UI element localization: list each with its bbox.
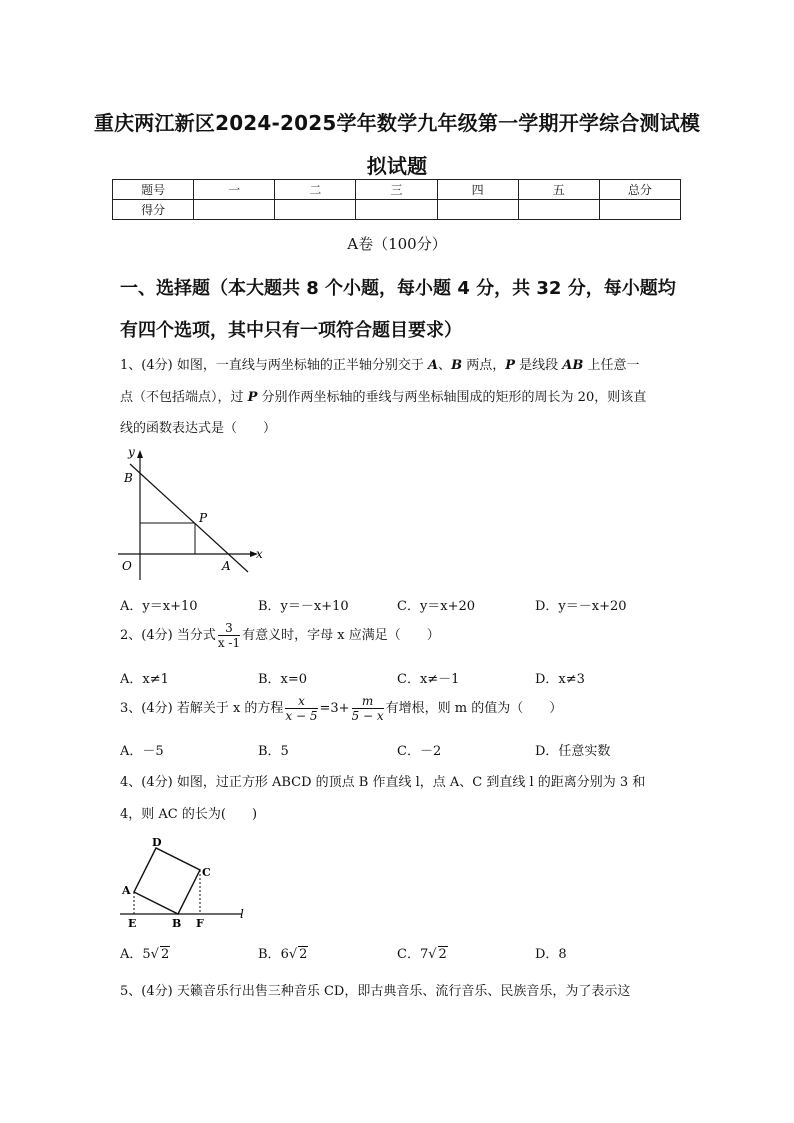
q1-text: 两点， (462, 358, 506, 373)
score-table-cell: 题号 (113, 180, 194, 200)
q1-var: P (505, 358, 515, 373)
q5-line1: 5、(4分) 天籁音乐行出售三种音乐 CD，即古典音乐、流行音乐、民族音乐，为了表示这 (120, 984, 631, 999)
q4-option-c[interactable]: C．7√ 2 (397, 947, 447, 962)
q1-var: AB (562, 358, 584, 373)
q4-radicand: 2 (160, 947, 170, 962)
score-table-header-row (113, 180, 681, 200)
score-table-score-row (113, 200, 681, 220)
q2-numerator: 3 (218, 621, 240, 636)
part1-heading-line2: 有四个选项，其中只有一项符合题目要求） (120, 320, 462, 341)
q3-f2-numerator: m (352, 694, 384, 709)
q1-option-d[interactable]: D．y＝－x+20 (535, 599, 627, 614)
q4-option-coef: 6 (280, 947, 289, 962)
q1-var: B (451, 358, 463, 373)
q3-fraction-2 (352, 694, 384, 723)
q1-var: A (427, 358, 439, 373)
q1-text: 、 (438, 358, 452, 373)
line-ab (130, 464, 248, 572)
score-input-cell (518, 200, 599, 220)
q2-stem (120, 621, 440, 650)
q1-figure (112, 444, 272, 580)
q2-option-b[interactable]: B．x=0 (258, 672, 308, 687)
q3-option-c[interactable]: C．－2 (397, 744, 442, 759)
score-table-cell: 三 (356, 180, 437, 200)
q3-text: 3、(4分) 若解关于 x 的方程 (120, 701, 284, 716)
label-y: y (128, 445, 135, 459)
q3-option-a[interactable]: A．－5 (120, 744, 164, 759)
q1-text: 分别作两坐标轴的垂线与两坐标轴围成的矩形的周长为 20，则该直 (257, 390, 647, 405)
q4-line1: 4、(4分) 如图，过正方形 ABCD 的顶点 B 作直线 l，点 A、C 到直线 l 的距离分别为 3 和 (120, 775, 646, 790)
q3-option-b[interactable]: B．5 (258, 744, 289, 759)
q4-option-label: A． (120, 947, 143, 962)
square-abcd (134, 848, 200, 914)
q3-f2-denominator: 5 − x (351, 709, 384, 723)
exam-title-line2: 拟试题 (366, 154, 428, 178)
q4-radicand: 2 (438, 947, 447, 962)
q4-option-label: B． (258, 947, 281, 962)
q4-radicand: 2 (299, 947, 308, 962)
q2-text: 2、(4分) 当分式 (120, 628, 216, 643)
label-e: E (128, 917, 137, 930)
q3-f1-numerator: x (285, 694, 317, 709)
label-c: C (202, 866, 211, 879)
score-table-row-label: 得分 (113, 200, 194, 220)
q4-option-b[interactable]: B．6√ 2 (258, 947, 308, 962)
q4-option-coef: 5 (142, 947, 151, 962)
q4-line2: 4，则 AC 的长为( ) (120, 807, 258, 822)
section-a-heading: A卷（100分） (347, 235, 447, 253)
score-table (112, 179, 681, 220)
y-axis-arrow (137, 450, 143, 458)
part1-heading-line1: 一、选择题（本大题共 8 个小题，每小题 4 分，共 32 分，每小题均 (120, 278, 676, 299)
label-x: x (256, 547, 263, 561)
q4-option-label: C． (397, 947, 420, 962)
score-input-cell (194, 200, 275, 220)
q3-text: =3+ (319, 701, 350, 716)
q3-stem (120, 694, 562, 723)
score-input-cell (599, 200, 680, 220)
q1-text: 是线段 (514, 358, 563, 373)
q1-option-a[interactable]: A．y＝x+10 (120, 599, 198, 614)
score-table-cell: 一 (194, 180, 275, 200)
score-table-cell: 总分 (599, 180, 680, 200)
label-b: B (124, 471, 133, 485)
q3-text: 有增根，则 m 的值为（ ） (385, 701, 563, 716)
q4-figure (116, 832, 256, 932)
score-input-cell (437, 200, 518, 220)
label-a: A (222, 559, 231, 573)
exam-title-line1: 重庆两江新区2024-2025学年数学九年级第一学期开学综合测试模 (93, 111, 701, 135)
label-p: P (199, 511, 208, 525)
label-l: l (240, 907, 244, 921)
q1-option-c[interactable]: C．y＝x+20 (397, 599, 476, 614)
score-table-cell: 四 (437, 180, 518, 200)
score-table-cell: 五 (518, 180, 599, 200)
q1-var: P (247, 390, 258, 405)
label-d: D (152, 836, 162, 849)
label-a: A (122, 884, 131, 897)
score-input-cell (356, 200, 437, 220)
q4-option-d[interactable]: D．8 (535, 947, 567, 962)
q3-f1-denominator: x − 5 (285, 709, 318, 723)
q2-option-a[interactable]: A．x≠1 (120, 672, 169, 687)
q1-line1 (120, 354, 639, 373)
q3-fraction-1 (285, 694, 317, 723)
q4-option-a[interactable]: A．5√ 2 (120, 947, 170, 962)
q2-fraction (218, 621, 240, 650)
label-o: O (122, 559, 132, 573)
q1-line3: 线的函数表达式是（ ） (120, 421, 277, 436)
q1-option-b[interactable]: B．y＝－x+10 (258, 599, 349, 614)
q2-option-c[interactable]: C．x≠－1 (397, 672, 460, 687)
q1-line2 (120, 386, 646, 405)
label-f: F (196, 917, 204, 930)
label-b: B (172, 917, 182, 930)
q2-text: 有意义时，字母 x 应满足（ ） (242, 628, 440, 643)
q2-option-d[interactable]: D．x≠3 (535, 672, 585, 687)
q1-text: 点（不包括端点），过 (120, 390, 248, 405)
q1-text: 上任意一 (583, 358, 640, 373)
q4-option-coef: 7 (419, 947, 429, 962)
q3-option-d[interactable]: D．任意实数 (535, 744, 611, 759)
q2-denominator: x -1 (217, 636, 241, 650)
score-input-cell (275, 200, 356, 220)
score-table-cell: 二 (275, 180, 356, 200)
q1-text: 1、(4分) 如图，一直线与两坐标轴的正半轴分别交于 (120, 358, 428, 373)
